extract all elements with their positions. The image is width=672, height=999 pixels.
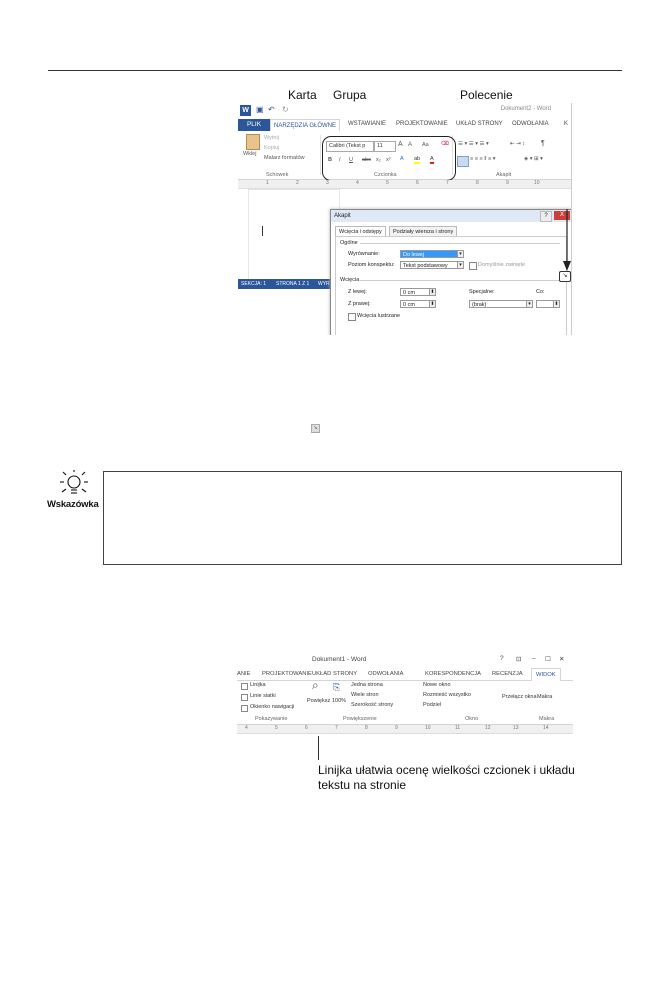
cut-button[interactable]: Wytnij <box>264 135 279 141</box>
maximize-button[interactable]: ☐ <box>545 656 551 663</box>
alignment-dropdown[interactable]: ▾ <box>457 250 464 258</box>
alignment-select[interactable]: Do lewej <box>400 250 458 258</box>
font-size-box[interactable]: 11 <box>374 141 396 152</box>
dialog-launcher-icon[interactable]: ↘ <box>559 271 571 282</box>
save-icon[interactable]: ▣ <box>256 105 264 114</box>
special-dropdown[interactable]: ▾ <box>526 300 533 308</box>
figure-caption: Linijka ułatwia ocenę wielkości czcionek i układu tekstu na stronie <box>318 763 575 792</box>
tip-box <box>103 471 622 565</box>
switch-windows-button[interactable]: Przełącz okna <box>502 694 537 700</box>
callout-grupa: Grupa <box>333 88 367 102</box>
collapsed-label: Domyślnie zwinięte <box>478 262 526 268</box>
redo-icon[interactable]: ↻ <box>282 105 289 114</box>
mirror-checkbox[interactable] <box>348 313 356 321</box>
ruler-mark: 13 <box>513 725 519 731</box>
new-window-button[interactable]: Nowe okno <box>423 682 451 688</box>
font-color-icon[interactable]: A <box>430 156 434 162</box>
window-title: Dokument1 - Word <box>312 656 367 663</box>
group-highlight-outline <box>322 136 456 181</box>
ruler-mark: 10 <box>425 725 431 731</box>
ruler-mark: 5 <box>275 725 278 731</box>
left-indent-spinner[interactable]: ⬍ <box>430 289 435 295</box>
ruler-mark: 5 <box>386 180 389 186</box>
ruler-mark: 9 <box>395 725 398 731</box>
group-zoom-label: Powiększenie <box>343 716 377 722</box>
ruler-mark: 6 <box>305 725 308 731</box>
left-indent-input[interactable]: 0 cm <box>400 288 430 296</box>
by-spinner[interactable]: ⬍ <box>554 301 559 307</box>
text-effects-icon[interactable]: A <box>400 156 404 162</box>
outline-label: Poziom konspektu: <box>348 262 395 268</box>
status-page: STRONA 1 Z 1 <box>276 281 310 287</box>
tab-design[interactable]: PROJEKTOWANIE <box>262 671 312 677</box>
change-case-button[interactable]: Aa <box>422 142 429 148</box>
section-divider <box>360 243 560 244</box>
section-general: Ogólne <box>340 240 358 246</box>
format-painter-button[interactable]: Malarz formatów <box>264 155 305 161</box>
ruler-mark: 1 <box>266 180 269 186</box>
dialog-launcher-icon: ↘ <box>311 424 320 433</box>
right-indent-input[interactable]: 0 cm <box>400 300 430 308</box>
by-label: Co: <box>536 289 545 295</box>
group-separator <box>320 135 321 175</box>
right-indent-spinner[interactable]: ⬍ <box>430 301 435 307</box>
ruler-mark: 11 <box>455 725 461 731</box>
by-input[interactable] <box>536 300 554 308</box>
close-button[interactable]: ✕ <box>559 656 565 663</box>
header-rule <box>48 70 622 71</box>
underline-button[interactable]: U <box>349 157 353 163</box>
text-cursor <box>262 226 263 236</box>
status-words: WYR <box>318 281 330 287</box>
shading-border-icons[interactable]: ◈ ▾ ⊞ ▾ <box>524 156 543 162</box>
grid-checkbox[interactable] <box>241 694 248 701</box>
show-marks-button[interactable]: ¶ <box>541 140 545 147</box>
paste-button[interactable]: Wklej <box>243 151 257 157</box>
tab-design[interactable]: PROJEKTOWANIE <box>396 121 448 127</box>
highlight-icon[interactable]: ab <box>414 156 421 162</box>
group-paragraph-label: Akapit <box>496 172 512 178</box>
paragraph-dialog <box>330 209 572 335</box>
tab-line-page-breaks[interactable]: Podziały wiersza i strony <box>389 226 457 237</box>
font-name-box[interactable]: Calibri (Tekst p <box>326 141 374 152</box>
align-icons[interactable]: ≡ ≡ ≡ ‖ ≡ ▾ <box>470 156 496 162</box>
callout-arrow-opcje <box>560 205 574 275</box>
dialog-close-button[interactable]: X <box>554 211 570 220</box>
status-section: SEKCJA: 1 <box>241 281 267 287</box>
hundred-button[interactable]: 100% <box>332 698 347 704</box>
ruler-label: Linijka <box>250 682 266 688</box>
dialog-title: Akapit <box>331 210 571 222</box>
mirror-label: Wcięcia lustrzane <box>357 313 401 319</box>
special-select[interactable]: (brak) <box>469 300 527 308</box>
superscript-button[interactable]: x² <box>386 157 391 163</box>
tip-label: Wskazówka <box>47 499 99 510</box>
indent-icons[interactable]: ⇤ ⇥ ↕ <box>510 141 526 147</box>
bullets-icon[interactable]: ☰ ▾ ☰ ▾ ☰ ▾ <box>458 141 489 147</box>
copy-button[interactable]: Kopiuj <box>264 145 280 151</box>
ruler-mark: 4 <box>245 725 248 731</box>
ruler-mark: 7 <box>446 180 449 186</box>
section-indent: Wcięcia <box>340 277 360 283</box>
word-view-ribbon-screenshot <box>237 652 573 734</box>
callout-polecenie: Polecenie <box>460 88 513 102</box>
callout-karta: Karta <box>288 88 317 102</box>
group-clipboard-label: Schowek <box>266 172 289 178</box>
tab-review-partial[interactable]: ANIE <box>237 671 251 677</box>
tab-home[interactable]: NARZĘDZIA GŁÓWNE <box>270 119 340 132</box>
ruler-mark: 7 <box>335 725 338 731</box>
ruler-checkbox[interactable] <box>241 683 248 690</box>
horizontal-ruler <box>237 725 573 734</box>
hundred-icon[interactable]: ⎘ <box>333 682 341 692</box>
tab-view[interactable]: WIDOK <box>531 668 561 681</box>
tab-file[interactable]: PLIK <box>238 119 270 131</box>
horizontal-ruler <box>238 180 571 189</box>
grow-font-button[interactable]: A <box>398 141 403 148</box>
group-macros-label: Makra <box>539 716 555 722</box>
one-page-button[interactable]: Jedna strona <box>351 682 383 688</box>
caption-pointer-line <box>318 736 319 760</box>
ruler-mark: 9 <box>506 180 509 186</box>
nav-checkbox[interactable] <box>241 705 248 712</box>
italic-button[interactable]: I <box>339 157 341 163</box>
ribbon-display-button[interactable]: ⊡ <box>516 656 522 663</box>
zoom-icon[interactable]: ⌕ <box>312 678 319 692</box>
right-indent-label: Z prawej: <box>348 301 371 307</box>
lightbulb-icon <box>56 470 92 496</box>
group-window-label: Okno <box>465 716 479 722</box>
tab-references[interactable]: ODWOŁANIA <box>512 121 549 127</box>
document-page[interactable] <box>248 189 340 281</box>
word-app-icon: W <box>240 105 251 116</box>
subscript-button[interactable]: x₂ <box>376 157 381 163</box>
ruler-mark: 8 <box>365 725 368 731</box>
ruler-mark: 6 <box>416 180 419 186</box>
ruler-mark: 8 <box>476 180 479 186</box>
help-button[interactable]: ? <box>500 655 504 662</box>
arrange-all-button[interactable]: Rozmieść wszystko <box>423 692 471 698</box>
dialog-help-button[interactable]: ? <box>540 211 552 222</box>
page-width-button[interactable]: Szerokość strony <box>351 702 394 708</box>
group-font-label: Czcionka <box>374 172 397 178</box>
tab-insert[interactable]: WSTAWIANIE <box>348 121 386 127</box>
macros-button[interactable]: Makra <box>537 694 553 700</box>
ruler-mark: 4 <box>356 180 359 186</box>
alignment-label: Wyrównanie: <box>348 251 380 257</box>
tab-more[interactable]: K <box>564 121 569 127</box>
minimize-button[interactable]: – <box>532 655 536 662</box>
title-bar <box>237 652 573 668</box>
clear-format-icon[interactable]: ⌫ <box>441 141 449 147</box>
section-divider <box>360 280 560 281</box>
ribbon-view <box>237 680 573 725</box>
outline-dropdown[interactable]: ▾ <box>457 261 464 269</box>
group-show-label: Pokazywanie <box>255 716 288 722</box>
paste-icon[interactable] <box>246 134 260 150</box>
tab-references[interactable]: ODWOŁANIA <box>368 671 404 677</box>
ruler-mark: 2 <box>296 180 299 186</box>
tab-indents-spacing[interactable]: Wcięcia i odstępy <box>335 226 386 237</box>
ruler-mark: 10 <box>534 180 540 186</box>
shrink-font-button[interactable]: A <box>408 142 413 148</box>
multi-page-button[interactable]: Wiele stron <box>351 692 379 698</box>
window-title: Dokument2 - Word <box>500 106 551 112</box>
title-bar <box>238 103 571 119</box>
dialog-body <box>335 236 567 335</box>
nav-label: Okienko nawigacji <box>250 704 295 710</box>
tab-review[interactable]: RECENZJA <box>492 671 523 677</box>
undo-icon[interactable]: ↶ <box>268 105 275 114</box>
collapsed-checkbox[interactable] <box>469 262 477 270</box>
tab-layout[interactable]: UKŁAD STRONY <box>312 671 358 677</box>
align-left-icon[interactable] <box>457 156 469 167</box>
tab-layout[interactable]: UKŁAD STRONY <box>456 121 503 127</box>
split-button[interactable]: Podziel <box>423 702 442 708</box>
word-ribbon-screenshot <box>238 103 572 335</box>
zoom-button[interactable]: Powiększ <box>307 698 331 704</box>
ruler-mark: 3 <box>326 180 329 186</box>
special-label: Specjalne: <box>469 289 495 295</box>
bold-button[interactable]: B <box>328 157 332 163</box>
ruler-mark: 12 <box>485 725 491 731</box>
grid-label: Linie siatki <box>250 693 276 699</box>
tab-mailings[interactable]: KORESPONDENCJA <box>425 671 482 677</box>
ruler-mark: 14 <box>543 725 549 731</box>
left-indent-label: Z lewej: <box>348 289 367 295</box>
outline-select[interactable]: Tekst podstawowy <box>400 261 458 269</box>
strike-button[interactable]: abc <box>362 157 371 163</box>
